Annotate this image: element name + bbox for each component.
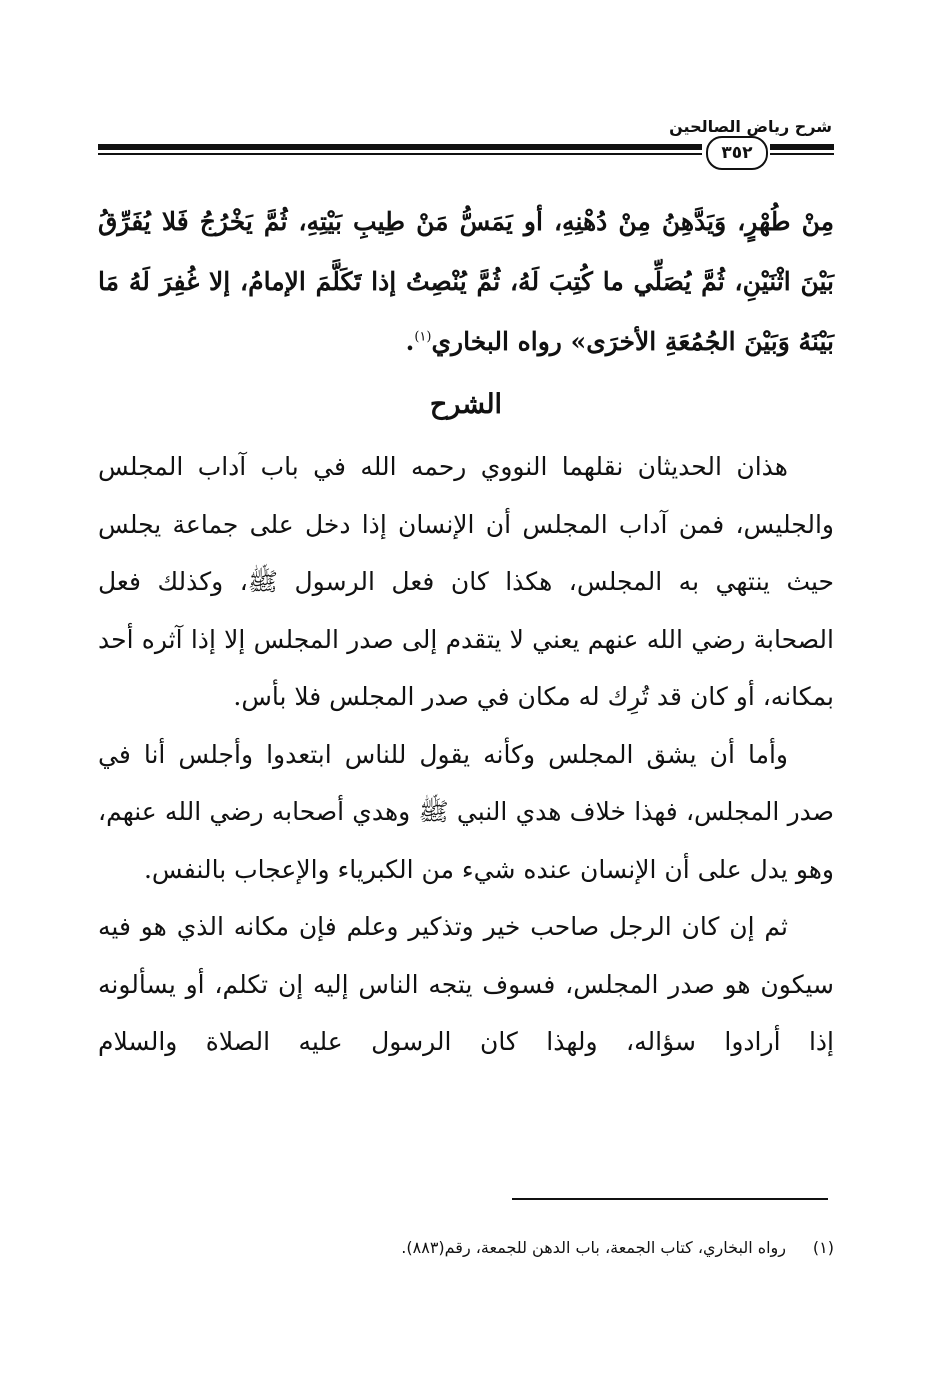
- section-heading: الشرح: [429, 389, 503, 420]
- hadith-text: [98, 192, 834, 372]
- book-title: شرح رياض الصالحين: [669, 117, 832, 136]
- paragraph-2: وأما أن يشق المجلس وكأنه يقول للناس ابتعدوا وأجلس أنا في صدر المجلس، فهذا خلاف هدي النبي ﷺ وهدي أصحابه رضي الله عنهم، وهو يدل على أن الإنسان عنده شيء من الكبرياء والإعجاب بالنفس.: [98, 739, 834, 884]
- footnote-text: رواه البخاري، كتاب الجمعة، باب الدهن للجمعة، رقم(٨٨٣).: [401, 1238, 786, 1257]
- paragraph-3: ثم إن كان الرجل صاحب خير وتذكير وعلم فإن مكانه الذي هو فيه سيكون هو صدر المجلس، فسوف يتجه الناس إليه إن تكلم، أو يسألونه إذا أرادوا سؤاله، ولهذا كان الرسول عليه الصلاة والسلام: [98, 912, 834, 1056]
- header-rule-left: [98, 144, 702, 156]
- footnote: [98, 1236, 834, 1260]
- footnote-rule: [512, 1198, 828, 1200]
- header-rule-right: [770, 144, 834, 156]
- footnote-marker[interactable]: (١): [414, 329, 432, 345]
- footnote-number: (١): [812, 1238, 834, 1257]
- hadith-body: مِنْ طُهْرٍ، وَيَدَّهِنُ مِنْ دُهْنِهِ، أو يَمَسُّ مَنْ طِيبِ بَيْتِهِ، ثُمَّ يَخْرُجُ فَلا يُفَرِّقُ بَيْنَ اثْنَيْنِ، ثُمَّ يُصَلِّي ما كُتِبَ لَهُ، ثُمَّ يُنْصِتُ إذا تَكَلَّمَ الإمامُ، إلا غُفِرَ لَهُ مَا بَيْنَهُ وَبَيْنَ الجُمُعَةِ الأخرَى» رواه البخاري: [98, 207, 834, 356]
- paragraph-1: هذان الحديثان نقلهما النووي رحمه الله في باب آداب المجلس والجليس، فمن آداب المجلس أن الإنسان إذا دخل على جماعة يجلس حيث ينتهي به المجلس، هكذا كان فعل الرسول ﷺ، وكذلك فعل الصحابة رضي الله عنهم يعني لا يتقدم إلى صدر المجلس إلا إذا آثره أحد بمكانه، أو كان قد تُرِك له مكان في صدر المجلس فلا بأس.: [98, 452, 834, 711]
- hadith-end: .: [405, 327, 415, 356]
- commentary-body: [98, 438, 834, 1071]
- page-number: ٣٥٢: [706, 136, 768, 170]
